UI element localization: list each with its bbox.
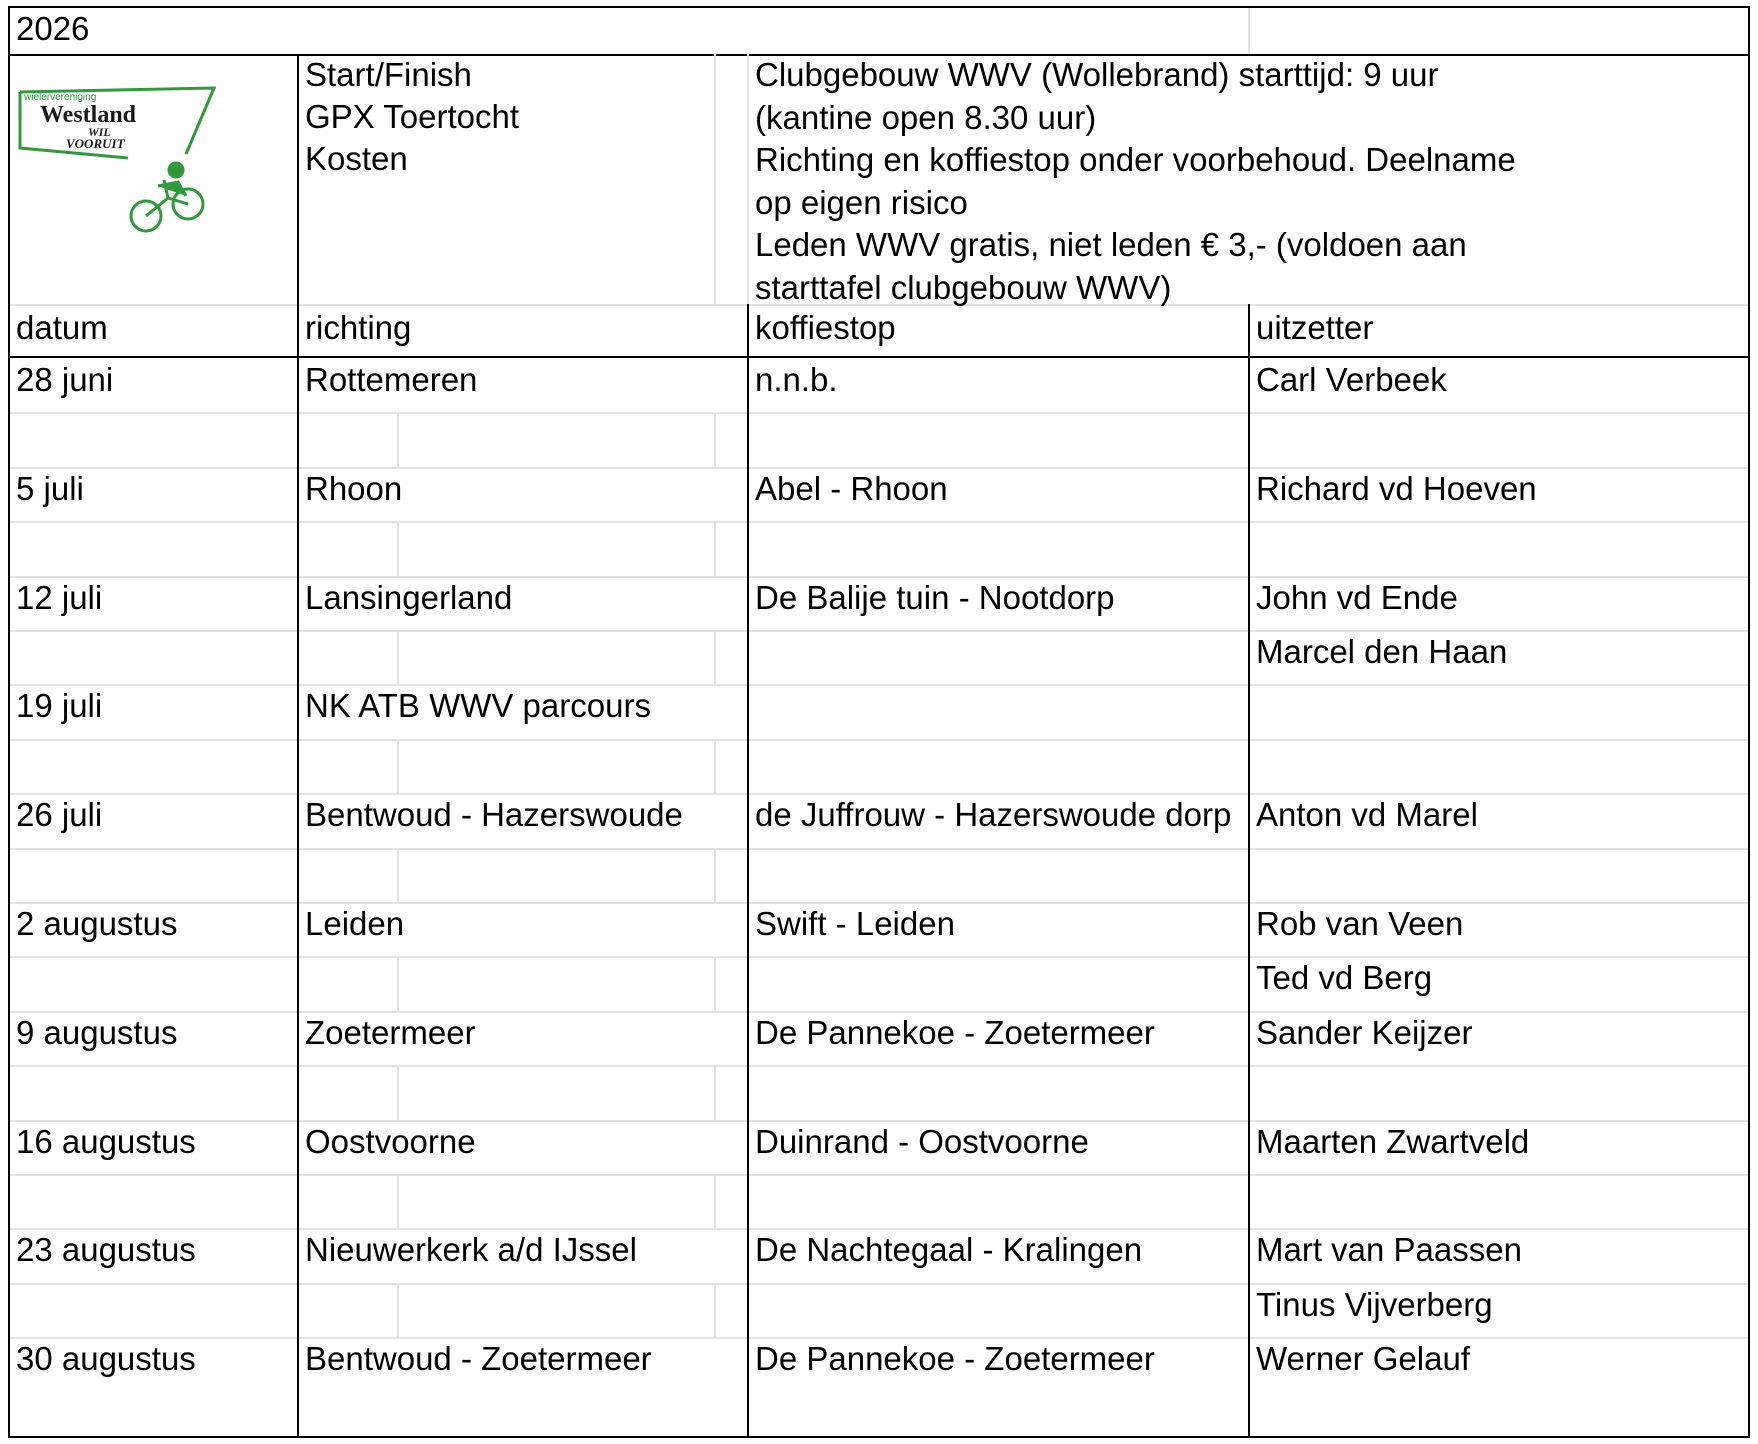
info-line: starttafel clubgebouw WWV) (755, 268, 1172, 306)
date-cell: 26 juli (16, 796, 103, 834)
date-cell: 16 augustus (16, 1122, 196, 1160)
info-line: Clubgebouw WWV (Wollebrand) starttijd: 9 uur (755, 56, 1439, 93)
info-label-kosten: Kosten (305, 140, 408, 177)
coffee-stop-cell: De Balije tuin - Nootdorp (755, 578, 1115, 616)
header-datum: datum (16, 309, 108, 346)
route-cell: Rottemeren (305, 361, 478, 398)
info-line: Leden WWV gratis, niet leden € 3,- (voldoen aan (755, 226, 1467, 263)
route-cell: Bentwoud - Zoetermeer (305, 1340, 652, 1378)
info-label-start-finish: Start/Finish (305, 56, 472, 93)
date-cell: 30 augustus (16, 1340, 196, 1378)
organizer-cell: Tinus Vijverberg (1256, 1285, 1493, 1323)
coffee-stop-cell: de Juffrouw - Hazerswoude dorp (755, 796, 1232, 834)
date-cell: 9 augustus (16, 1013, 178, 1051)
coffee-stop-cell: Abel - Rhoon (755, 469, 948, 507)
route-cell: Leiden (305, 905, 405, 942)
route-cell: Bentwoud - Hazerswoude (305, 796, 683, 834)
coffee-stop-cell: De Nachtegaal - Kralingen (755, 1231, 1143, 1269)
organizer-cell: Ted vd Berg (1256, 959, 1433, 997)
info-line: (kantine open 8.30 uur) (755, 98, 1097, 136)
date-cell: 23 augustus (16, 1231, 196, 1269)
header-richting: richting (305, 309, 412, 346)
logo-sub-text-2: VOORUIT (66, 136, 125, 151)
date-cell: 2 augustus (16, 905, 178, 942)
logo-small-text: wielervereniging (24, 92, 97, 103)
organizer-cell: Rob van Veen (1256, 905, 1464, 942)
header-koffiestop: koffiestop (755, 309, 896, 346)
route-cell: Lansingerland (305, 578, 513, 616)
coffee-stop-cell: De Pannekoe - Zoetermeer (755, 1340, 1155, 1378)
coffee-stop-cell: De Pannekoe - Zoetermeer (755, 1013, 1155, 1051)
schedule-sheet (8, 6, 1750, 1438)
coffee-stop-cell: Duinrand - Oostvoorne (755, 1122, 1089, 1160)
logo-sub-text-1: WIL (88, 125, 111, 139)
year-cell: 2026 (16, 10, 90, 47)
info-label-gpx: GPX Toertocht (305, 98, 520, 135)
logo-main-text: Westland (40, 102, 137, 128)
info-line: Richting en koffiestop onder voorbehoud. Deelname (755, 141, 1516, 178)
sheet-border (8, 6, 1750, 1438)
organizer-cell: Werner Gelauf (1256, 1340, 1470, 1378)
organizer-cell: Sander Keijzer (1256, 1013, 1473, 1051)
organizer-cell: Maarten Zwartveld (1256, 1122, 1530, 1160)
organizer-cell: Marcel den Haan (1256, 633, 1508, 670)
route-cell: Oostvoorne (305, 1122, 476, 1160)
route-cell: Zoetermeer (305, 1013, 476, 1051)
date-cell: 28 juni (16, 361, 114, 398)
organizer-cell: Anton vd Marel (1256, 796, 1478, 834)
coffee-stop-cell: Swift - Leiden (755, 905, 955, 942)
organizer-cell: Richard vd Hoeven (1256, 469, 1537, 507)
header-uitzetter: uitzetter (1256, 309, 1374, 346)
date-cell: 5 juli (16, 469, 84, 507)
date-cell: 19 juli (16, 687, 103, 725)
coffee-stop-cell: n.n.b. (755, 361, 838, 398)
organizer-cell: Carl Verbeek (1256, 361, 1447, 398)
date-cell: 12 juli (16, 578, 103, 616)
route-cell: NK ATB WWV parcours (305, 687, 651, 725)
info-line: op eigen risico (755, 183, 968, 221)
route-cell: Nieuwerkerk a/d IJssel (305, 1231, 637, 1269)
route-cell: Rhoon (305, 469, 403, 507)
organizer-cell: Mart van Paassen (1256, 1231, 1522, 1269)
organizer-cell: John vd Ende (1256, 578, 1458, 616)
